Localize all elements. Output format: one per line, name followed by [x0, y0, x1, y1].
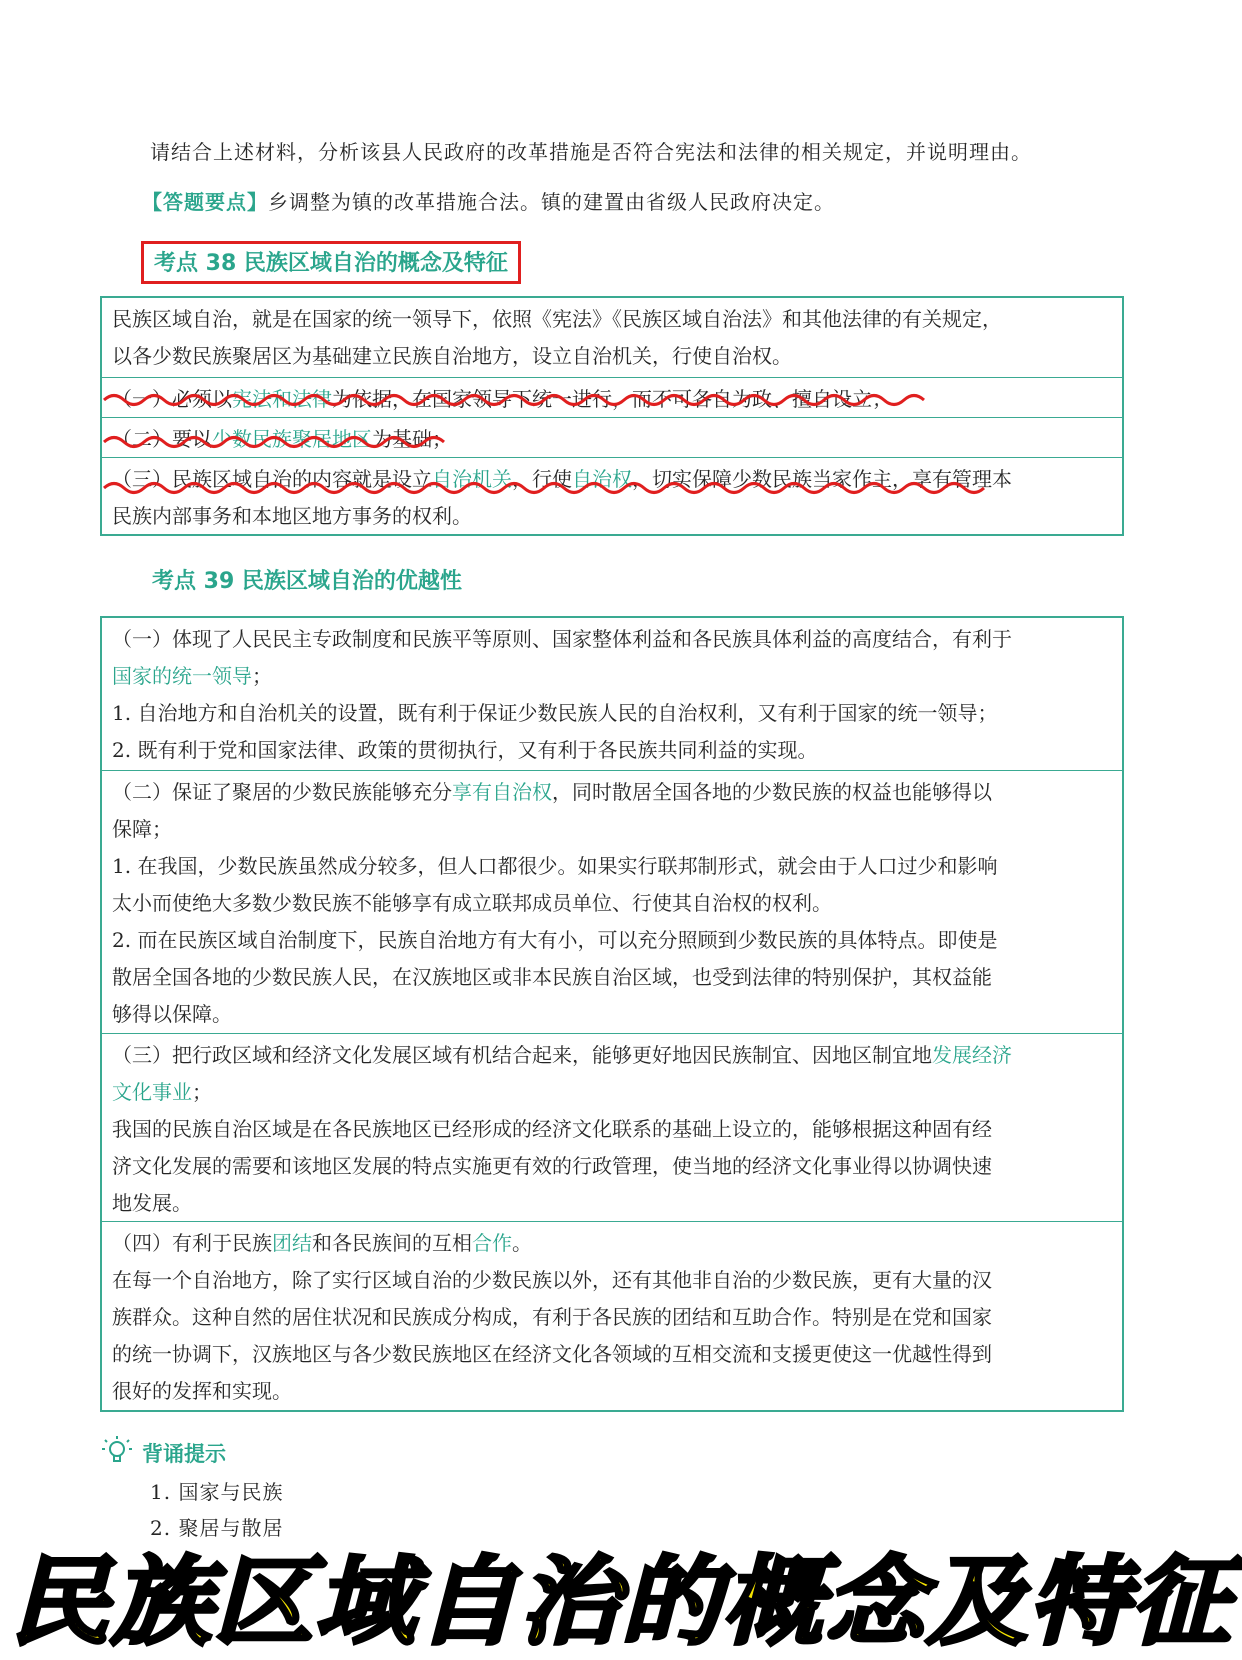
advantage-body: 在每一个自治地方，除了实行区域自治的少数民族以外，还有其他非自治的少数民族，更有大量的汉: [112, 1268, 992, 1292]
feature-text: 为依据，在国家领导下统一进行，而不可各自为政、擅自设立；: [332, 387, 892, 411]
feature-keyword: 自治权: [572, 467, 632, 491]
answer-tag: 【答题要点】: [142, 190, 268, 214]
section-39-heading: 考点 39 民族区域自治的优越性: [152, 569, 462, 594]
answer-text: 乡调整为镇的改革措施合法。镇的建置由省级人民政府决定。: [268, 190, 835, 214]
definition-line: 以各少数民族聚居区为基础建立民族自治地方，设立自治机关，行使自治权。: [112, 344, 792, 368]
answer-points: [142, 186, 1142, 215]
advantage-keyword: 发展经济: [932, 1043, 1012, 1067]
advantage-body: 我国的民族自治区域是在各民族地区已经形成的经济文化联系的基础上设立的，能够根据这种固有经: [112, 1117, 992, 1141]
feature-keyword: 少数民族聚居地区: [212, 427, 372, 451]
feature-keyword: 宪法和法律: [232, 387, 332, 411]
advantage-subpoint: 够得以保障。: [112, 1002, 232, 1026]
feature-text: 为基础；: [372, 427, 452, 451]
section-39-table: [100, 616, 1124, 1412]
advantage-subpoint: 1. 在我国，少数民族虽然成分较多，但人口都很少。如果实行联邦制形式，就会由于人口过少和影响: [112, 854, 998, 878]
question-text: 请结合上述材料，分析该县人民政府的改革措施是否符合宪法和法律的相关规定，并说明理由。: [150, 140, 1032, 164]
advantage-row-2: [102, 771, 1122, 1034]
advantage-text: 。: [512, 1231, 532, 1255]
feature-text: ，切实保障少数民族当家作主，享有管理本: [632, 467, 1012, 491]
feature-text: ，行使: [512, 467, 572, 491]
tip-item: 1. 国家与民族: [150, 1480, 284, 1504]
advantage-text: 和各民族间的互相: [312, 1231, 472, 1255]
feature-text: （二）要以: [112, 427, 212, 451]
advantage-body: 的统一协调下，汉族地区与各少数民族地区在经济文化各领域的互相交流和支援更使这一优越性得到: [112, 1342, 992, 1366]
section-38-heading: 考点 38 民族区域自治的概念及特征: [141, 241, 521, 284]
advantage-subpoint: 散居全国各地的少数民族人民，在汉族地区或非本民族自治区域，也受到法律的特别保护，其权益能: [112, 965, 992, 989]
lightbulb-icon: [100, 1434, 134, 1468]
advantage-subpoint: 2. 而在民族区域自治制度下，民族自治地方有大有小，可以充分照顾到少数民族的具体特点。即使是: [112, 928, 998, 952]
advantage-keyword: 团结: [272, 1231, 312, 1255]
advantage-row-4: [102, 1222, 1122, 1410]
advantage-keyword: 合作: [472, 1231, 512, 1255]
feature-keyword: 自治机关: [432, 467, 512, 491]
feature-text: 民族内部事务和本地区地方事务的权利。: [112, 504, 472, 528]
advantage-text: （四）有利于民族: [112, 1231, 272, 1255]
advantage-row-1: [102, 618, 1122, 771]
advantage-body: 地发展。: [112, 1191, 192, 1215]
feature-row-3: [102, 458, 1122, 534]
advantage-keyword: 文化事业: [112, 1080, 192, 1104]
advantage-row-3: [102, 1034, 1122, 1222]
feature-row-1: [102, 378, 1122, 418]
advantage-text: （三）把行政区域和经济文化发展区域有机结合起来，能够更好地因民族制宜、因地区制宜地: [112, 1043, 932, 1067]
advantage-text: （一）体现了人民民主专政制度和民族平等原则、国家整体利益和各民族具体利益的高度结合，有利于: [112, 627, 1012, 651]
advantage-body: 济文化发展的需要和该地区发展的特点实施更有效的行政管理，使当地的经济文化事业得以协调快速: [112, 1154, 992, 1178]
advantage-subpoint: 太小而使绝大多数少数民族不能够享有成立联邦成员单位、行使其自治权的权利。: [112, 891, 832, 915]
advantage-text: ；: [252, 664, 272, 688]
advantage-keyword: 享有自治权: [452, 780, 552, 804]
advantage-body: 族群众。这种自然的居住状况和民族成分构成，有利于各民族的团结和互助合作。特别是在党和国家: [112, 1305, 992, 1329]
advantage-text: ；: [192, 1080, 212, 1104]
advantage-body: 很好的发挥和实现。: [112, 1379, 292, 1403]
overlay-banner: [0, 1546, 1242, 1660]
feature-text: （三）民族区域自治的内容就是设立: [112, 467, 432, 491]
advantage-subpoint: 2. 既有利于党和国家法律、政策的贯彻执行，又有利于各民族共同利益的实现。: [112, 738, 818, 762]
advantage-text: 保障；: [112, 817, 172, 841]
tips-title: 背诵提示: [142, 1442, 226, 1466]
overlay-title: 民族区域自治的概念及特征: [9, 1546, 1233, 1658]
feature-row-2: [102, 418, 1122, 458]
advantage-text: ，同时散居全国各地的少数民族的权益也能够得以: [552, 780, 992, 804]
tip-item: 2. 聚居与散居: [150, 1516, 284, 1540]
advantage-text: （二）保证了聚居的少数民族能够充分: [112, 780, 452, 804]
definition-line: 民族区域自治，就是在国家的统一领导下，依照《宪法》《民族区域自治法》和其他法律的有关规定，: [112, 307, 1002, 331]
section-38-table: [100, 296, 1124, 536]
definition-row: [102, 298, 1122, 378]
advantage-keyword: 国家的统一领导: [112, 664, 252, 688]
advantage-subpoint: 1. 自治地方和自治机关的设置，既有利于保证少数民族人民的自治权利，又有利于国家的统一领导；: [112, 701, 998, 725]
feature-text: （一）必须以: [112, 387, 232, 411]
